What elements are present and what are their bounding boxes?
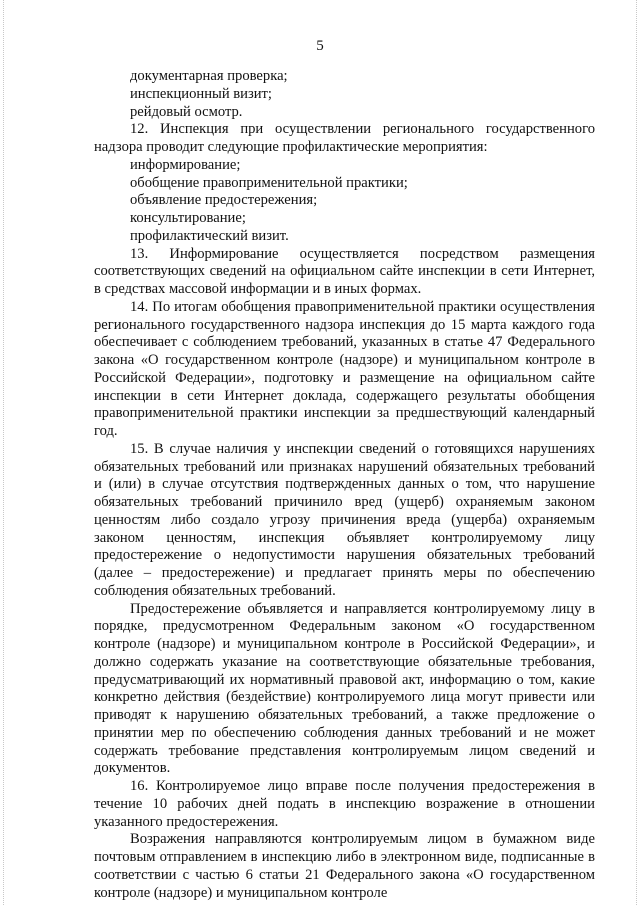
list-item: документарная проверка; — [130, 68, 288, 84]
page-edge-right — [636, 0, 638, 905]
list-item: профилактический визит. — [130, 227, 289, 244]
list-item: обобщение правоприменительной практики; — [130, 174, 408, 191]
paragraph-14: 14. По итогам обобщения правоприменительной практики осуществления регионального государственного надзора инспекция до 15 марта каждого года обеспечивает с соблюдением требований, указанных в статье 47 Федерального закона «О государственном контроле (надзоре) и муниципальном контроле в Российской Федерации», подготовку и размещение на официальном сайте инспекции в сети Интернет доклада, содержащего результаты обобщения правоприменительной практики инспекции за предшествующий календарный год. — [94, 298, 595, 439]
list-item: консультирование; — [130, 210, 246, 226]
list-item: информирование; — [130, 156, 241, 173]
paragraph-16-continued: Возражения направляются контролируемым лицом в бумажном виде почтовым отправлением в инспекцию либо в электронном виде, подписанные в соответствии с частью 6 статьи 21 Федерального закона «О государственном контроле (надзоре) и муниципальном контроле — [94, 831, 595, 901]
list-item: рейдовый осмотр. — [130, 103, 243, 120]
document-body — [94, 68, 595, 902]
paragraph-13: 13. Информирование осуществляется посредством размещения соответствующих сведений на официальном сайте инспекции в сети Интернет, в средствах массовой информации и в иных формах. — [94, 245, 595, 297]
list-item: объявление предостережения; — [130, 192, 318, 209]
page-edge-left — [3, 0, 5, 905]
paragraph-12: 12. Инспекция при осуществлении регионального государственного надзора проводит следующие профилактические мероприятия: — [94, 121, 595, 155]
paragraph-15-continued: Предостережение объявляется и направляется контролируемому лицу в порядке, предусмотренном Федеральным законом «О государственном контроле (надзоре) и муниципальном контроле в Российской Федерации», и должно содержать указание на соответствующие обязательные требования, предусматривающий их нормативный правовой акт, информацию о том, какие конкретно действия (бездействие) контролируемого лица могут привести или приводят к нарушению обязательных требований, а также предложение о принятии мер по обеспечению соблюдения данных требований и не может содержать требование представления контролируемым лицом сведений и документов. — [94, 600, 595, 777]
list-item: инспекционный визит; — [130, 85, 272, 102]
paragraph-16: 16. Контролируемое лицо вправе после получения предостережения в течение 10 рабочих дней подать в инспекцию возражение в отношении указанного предостережения. — [94, 778, 595, 830]
paragraph-15: 15. В случае наличия у инспекции сведений о готовящихся нарушениях обязательных требований или признаках нарушений обязательных требований и (или) в случае отсутствия подтвержденных данных о том, что нарушение обязательных требований причинило вред (ущерб) охраняемым законом ценностям либо создало угрозу причинения вреда (ущерба) охраняемым законом ценностям, инспекция объявляет контролируемому лицу предостережение о недопустимости нарушения обязательных требований (далее – предостережение) и предлагает принять меры по обеспечению соблюдения обязательных требований. — [94, 440, 595, 599]
page-number: 5 — [316, 38, 324, 54]
